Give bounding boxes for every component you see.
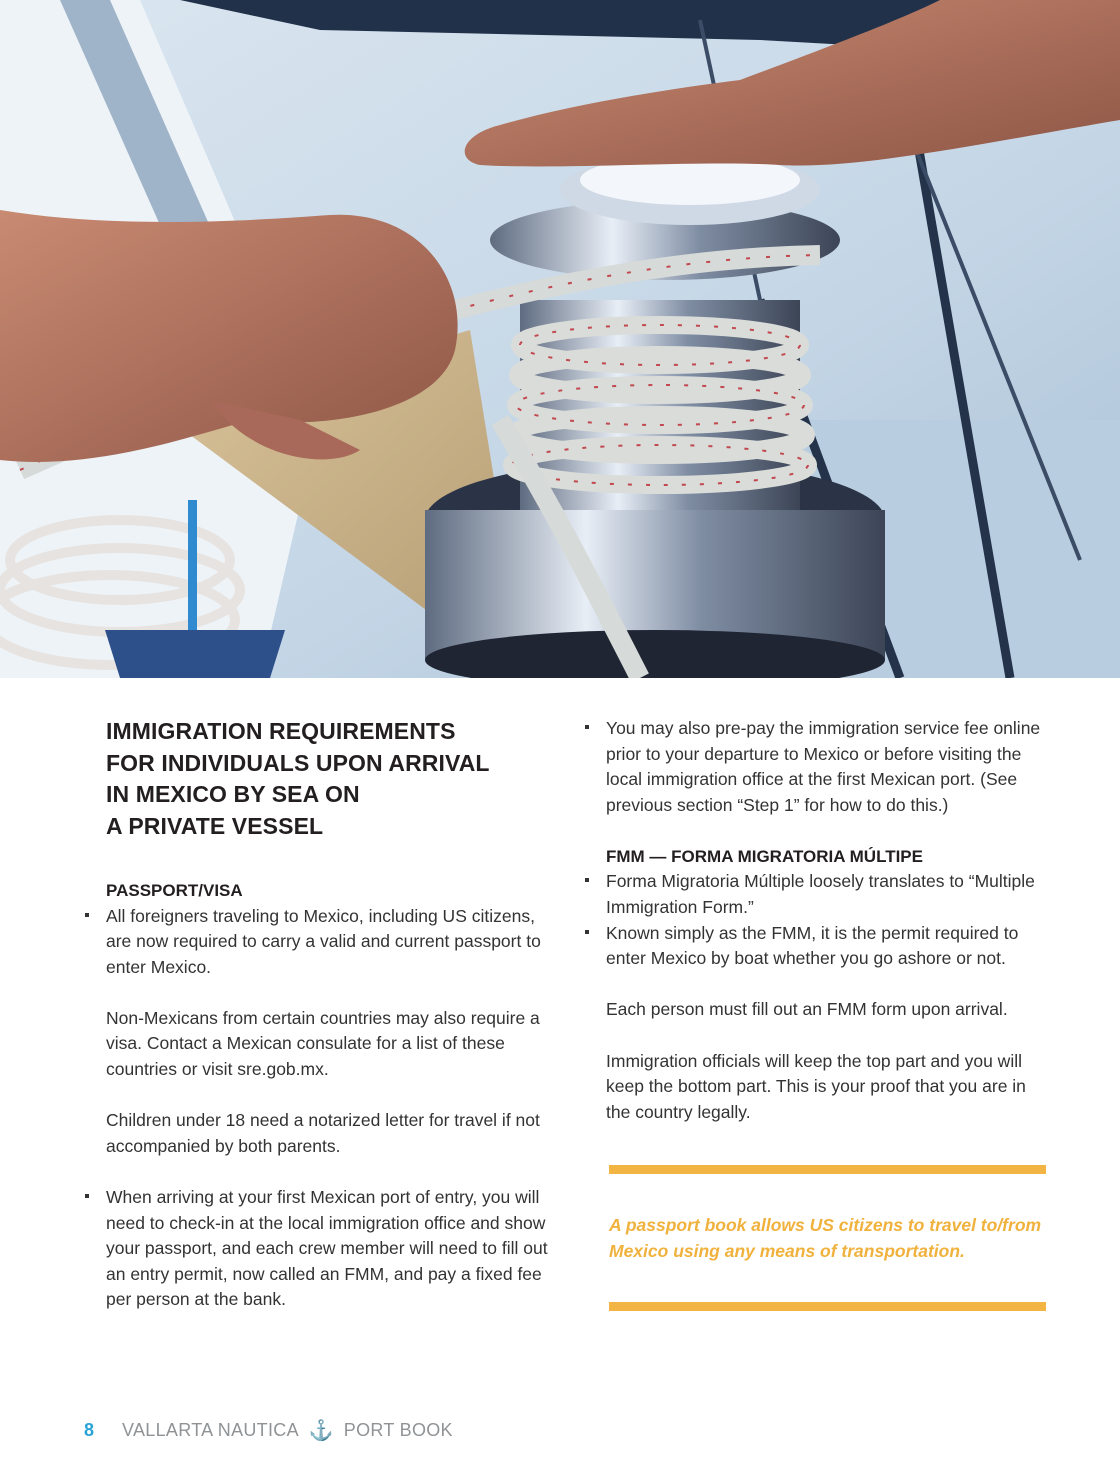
list-item: [584, 869, 1054, 920]
paragraph: Non-Mexicans from certain countries may also require a visa. Contact a Mexican consulate for a list of these countries or visit sre.gob.mx.: [106, 1007, 540, 1080]
bullet-text: Forma Migratoria Múltiple loosely translates to “Multiple Immigration Form.”: [606, 871, 1035, 918]
bullet-text: All foreigners traveling to Mexico, including US citizens, are now required to carry a valid and current passport to enter Mexico.: [106, 905, 541, 977]
fmm-heading: FMM — FORMA MIGRATORIA MÚLTIPE: [606, 846, 923, 866]
brand-left: VALLARTA NAUTICA: [122, 1419, 299, 1440]
bullet-icon: [585, 878, 589, 882]
right-column: [584, 716, 1054, 1311]
hero-photo: [0, 0, 1120, 678]
brand-right: PORT BOOK: [343, 1419, 453, 1440]
paragraph: Each person must fill out an FMM form upon arrival.: [606, 999, 1008, 1020]
title-line: IN MEXICO BY SEA ON: [106, 781, 360, 807]
list-item: [84, 1185, 554, 1313]
title-line: IMMIGRATION REQUIREMENTS: [106, 718, 456, 744]
callout-top-rule: [609, 1165, 1046, 1174]
anchor-icon: ⚓: [308, 1419, 334, 1442]
callout-quote: A passport book allows US citizens to travel to/from Mexico using any means of transportation.: [609, 1215, 1042, 1262]
title-line: A PRIVATE VESSEL: [106, 812, 324, 839]
callout-bottom-rule: [609, 1302, 1046, 1311]
bullet-icon: [585, 930, 589, 934]
page-number: 8: [84, 1419, 95, 1440]
list-item: [584, 716, 1054, 818]
paragraph: Immigration officials will keep the top part and you will keep the bottom part. This is your proof that you are in the country legally.: [606, 1050, 1026, 1122]
passport-visa-heading: PASSPORT/VISA: [106, 881, 243, 900]
list-item: [584, 921, 1054, 972]
bullet-icon: [85, 1194, 89, 1198]
bullet-text: Known simply as the FMM, it is the permit required to enter Mexico by boat whether you go ashore or not.: [606, 922, 1019, 969]
list-item: [84, 904, 554, 981]
page-title: [106, 716, 554, 842]
bullet-text: When arriving at your first Mexican port of entry, you will need to check-in at the local immigration office and show your passport, and each crew member will need to fill out an entry permit, now called an FMM, and pay a fixed fee per person at the bank.: [106, 1187, 548, 1310]
bullet-icon: [585, 725, 589, 729]
page-footer: [84, 1417, 453, 1443]
bullet-text: You may also pre-pay the immigration service fee online prior to your departure to Mexico or before visiting the local immigration office at the first Mexican port. (See previous section “Step 1” for how to do this.): [606, 718, 1041, 815]
title-line: FOR INDIVIDUALS UPON ARRIVAL: [106, 749, 490, 776]
left-column: [84, 716, 554, 1313]
paragraph: Children under 18 need a notarized letter for travel if not accompanied by both parents.: [106, 1110, 540, 1156]
bullet-icon: [85, 913, 89, 917]
